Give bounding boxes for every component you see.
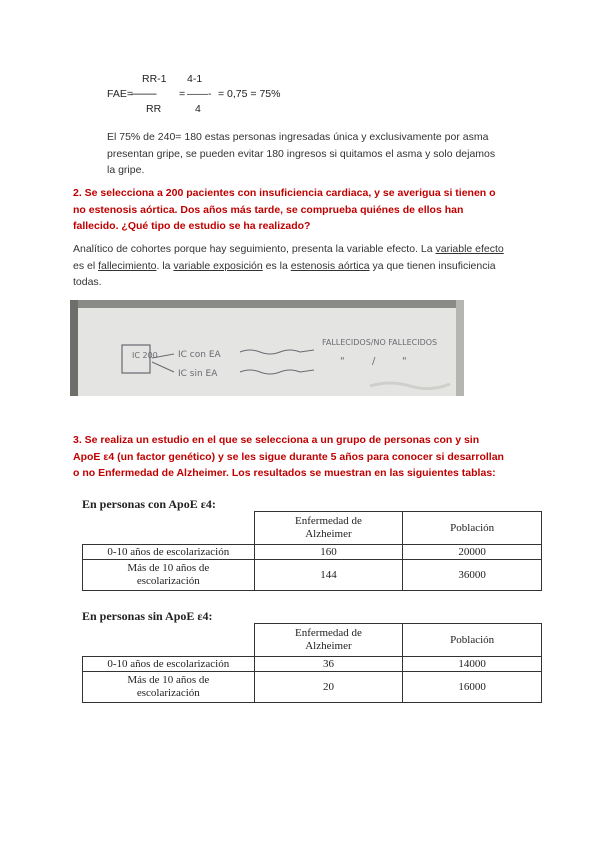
row-label: 0-10 años de escolarización [83,657,255,672]
row-label-text: Más de 10 años de [127,562,210,574]
cell-value: 14000 [403,657,542,672]
header-text: Alzheimer [305,528,352,540]
cell-value: 144 [254,560,403,591]
explanation-paragraph [107,129,547,179]
board-branch-1: IC con EA [178,350,221,360]
explanation-line-2: presentan gripe, se pueden evitar 180 ingresos si quitamos el asma y solo dejamos [107,147,496,160]
formula-numerator: RR-1 [142,73,167,85]
row-label: 0-10 años de escolarización [83,545,255,560]
table-1-label: En personas con ApoE ε4: [82,497,216,511]
formula-numerator-value: 4-1 [187,73,203,85]
cell-value: 36 [254,657,403,672]
header-text: Enfermedad de [295,627,362,639]
formula-lhs: FAE= [107,88,133,100]
cell-value: 20 [254,672,403,703]
board-box-label: IC 200 [132,351,158,360]
board-slash: / [372,356,376,367]
whiteboard-photo [70,300,464,396]
term-variable-efecto: variable efecto [435,243,504,255]
empty-cell [83,624,255,657]
answer-text: ya que tienen insuficiencia [369,259,496,272]
board-ditto-1: " [340,356,345,367]
question-3-line-2: ApoE ε4 (un factor genético) y se les sigue durante 5 años para conocer si desarrollan [73,450,504,463]
header-text: Enfermedad de [295,515,362,527]
row-label-text: Más de 10 años de [127,674,210,686]
formula-fraction-bar: ---------- [131,88,156,100]
row-label [83,560,255,591]
header-alzheimer [254,512,403,545]
term-estenosis-aortica: estenosis aórtica [290,259,370,272]
header-alzheimer [254,624,403,657]
cell-value: 160 [254,545,403,560]
table-apoe-positive [82,511,542,591]
answer-text: es el [73,259,99,272]
question-3-line-1: 3. Se realiza un estudio en el que se selecciona a un grupo de personas con y sin [73,434,480,446]
formula-fraction-bar-2: ——- [187,88,212,100]
question-3-line-3: o no Enfermedad de Alzheimer. Los resultados se muestran en las siguientes tablas: [73,467,496,479]
row-label-text: escolarización [136,575,200,587]
formula-result: = 0,75 = 75% [218,88,281,100]
table-2-label: En personas sin ApoE ε4: [82,609,213,623]
whiteboard-drawing [70,300,464,396]
cell-value: 16000 [403,672,542,703]
answer-text: es la [262,259,291,272]
answer-2-line-3: todas. [73,276,102,288]
board-branch-2: IC sin EA [178,369,218,379]
header-poblacion: Población [403,624,542,657]
table-apoe-negative [82,623,542,703]
answer-text: Analítico de cohortes porque hay seguimiento, presenta la variable efecto. La [73,243,436,255]
answer-2-line-2 [73,258,543,275]
answer-text: . la [156,259,174,272]
term-fallecimiento: fallecimiento [98,259,157,272]
row-label-text: escolarización [136,687,200,699]
explanation-line-1: El 75% de 240= 180 estas personas ingresadas única y exclusivamente por asma [107,131,489,143]
header-poblacion: Población [403,512,542,545]
answer-2-line-1 [73,241,543,258]
question-2-line-1: 2. Se selecciona a 200 pacientes con insuficiencia cardiaca, y se averigua si tienen o [73,187,496,199]
formula-denominator: RR [146,103,162,115]
question-2-line-3: fallecido. ¿Qué tipo de estudio se ha realizado? [73,220,311,232]
header-text: Alzheimer [305,640,352,652]
answer-2 [73,241,543,291]
row-label [83,672,255,703]
question-2 [73,185,543,235]
cell-value: 36000 [403,560,542,591]
explanation-line-3: la gripe. [107,164,145,176]
formula-equals: = [179,88,186,100]
question-3 [73,432,553,482]
formula-denominator-value: 4 [195,103,201,115]
question-2-line-2: no estenosis aórtica. Dos años más tarde, se comprueba quiénes de ellos han [73,203,464,216]
term-variable-exposicion: variable exposición [173,259,263,272]
board-ditto-2: " [402,356,407,367]
board-outcome: FALLECIDOS/NO FALLECIDOS [322,338,438,347]
empty-cell [83,512,255,545]
cell-value: 20000 [403,545,542,560]
